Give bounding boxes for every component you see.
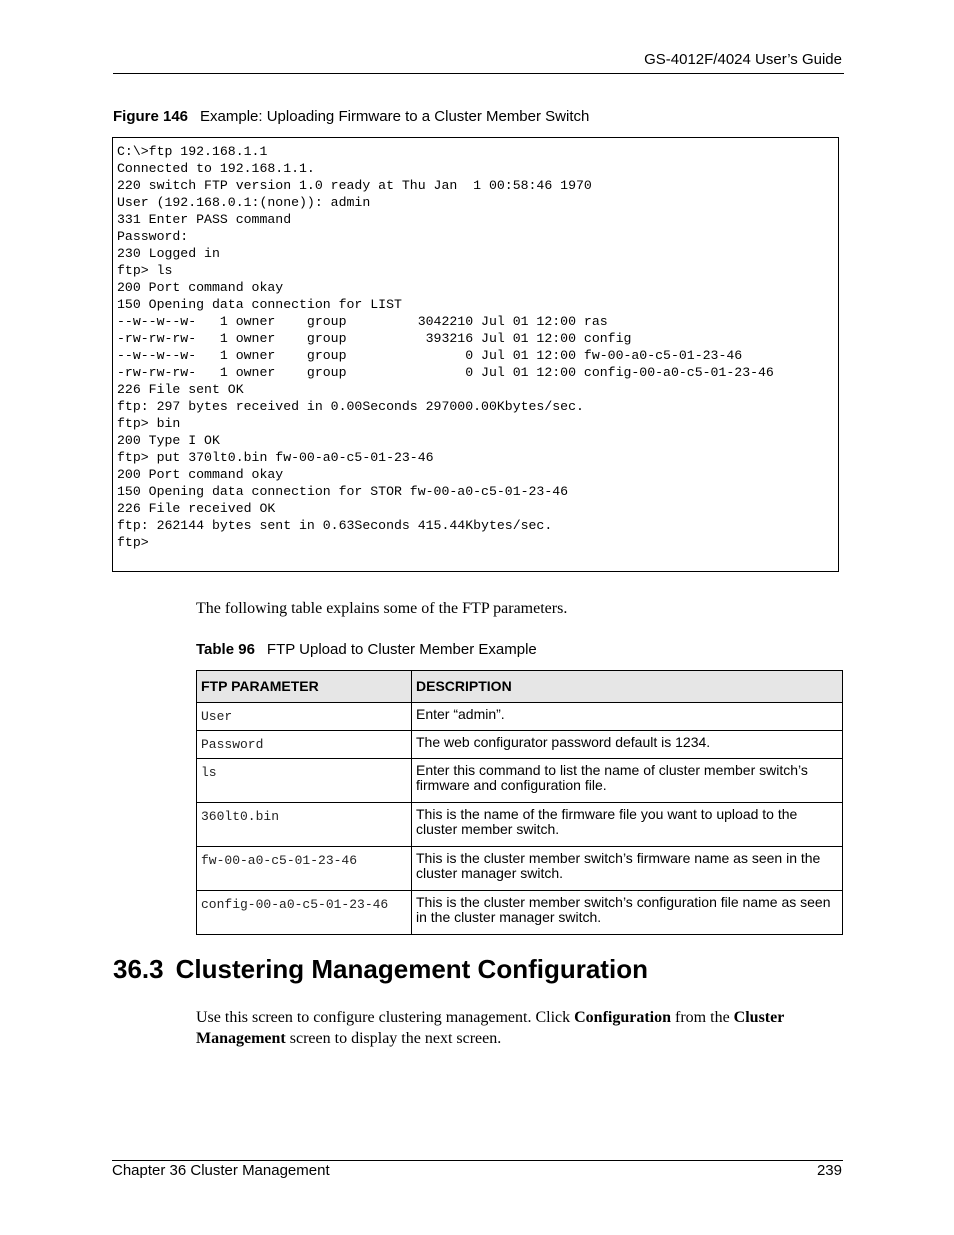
table-title: FTP Upload to Cluster Member Example xyxy=(266,641,537,658)
code-line: ftp> put 370lt0.bin fw-00-a0-c5-01-23-46 xyxy=(117,450,434,465)
code-line: --w--w--w- 1 owner group 3042210 Jul 01 12:00 ras xyxy=(117,314,608,329)
code-line: 331 Enter PASS command xyxy=(117,212,292,227)
figure-title: Example: Uploading Firmware to a Cluster Member Switch xyxy=(200,108,590,125)
code-line: 150 Opening data connection for LIST xyxy=(117,297,402,312)
code-line: 200 Port command okay xyxy=(117,280,284,295)
param-cell: Password xyxy=(197,731,412,759)
figure-caption xyxy=(113,108,589,125)
ftp-session-code-box xyxy=(112,137,839,572)
figure-label: Figure 146 xyxy=(113,108,189,125)
section-title: Clustering Management Configuration xyxy=(175,954,648,984)
desc-cell: This is the cluster member switch’s configuration file name as seen in the cluster manager switch. xyxy=(412,891,843,935)
desc-cell: Enter “admin”. xyxy=(412,703,843,731)
para-text: from the xyxy=(671,1009,734,1026)
code-line: --w--w--w- 1 owner group 0 Jul 01 12:00 fw-00-a0-c5-01-23-46 xyxy=(117,348,743,363)
code-line: 230 Logged in xyxy=(117,246,220,261)
footer-page-number: 239 xyxy=(816,1162,842,1179)
table-caption xyxy=(196,641,537,658)
table-row xyxy=(197,803,843,847)
desc-cell: The web configurator password default is 1234. xyxy=(412,731,843,759)
code-line: ftp> ls xyxy=(117,263,173,278)
code-line: 200 Type I OK xyxy=(117,433,220,448)
code-line: ftp> bin xyxy=(117,416,181,431)
code-line: 150 Opening data connection for STOR fw-00-a0-c5-01-23-46 xyxy=(117,484,569,499)
desc-cell: This is the name of the firmware file you want to upload to the cluster member switch. xyxy=(412,803,843,847)
ftp-parameters-table xyxy=(196,670,843,935)
para-bold-cluster-management: Cluster Management xyxy=(196,1009,785,1047)
code-line: 200 Port command okay xyxy=(117,467,284,482)
param-cell: ls xyxy=(197,759,412,803)
desc-cell: Enter this command to list the name of cluster member switch’s firmware and configuration file. xyxy=(412,759,843,803)
code-line: C:\>ftp 192.168.1.1 xyxy=(117,144,268,159)
intro-text: The following table explains some of the FTP parameters. xyxy=(196,600,568,617)
code-line: User (192.168.0.1:(none)): admin xyxy=(117,195,371,210)
section-number: 36.3 xyxy=(113,954,164,984)
code-line: 226 File received OK xyxy=(117,501,276,516)
code-line: -rw-rw-rw- 1 owner group 0 Jul 01 12:00 config-00-a0-c5-01-23-46 xyxy=(117,365,774,380)
param-cell: 360lt0.bin xyxy=(197,803,412,847)
footer-chapter: Chapter 36 Cluster Management xyxy=(112,1162,330,1179)
code-line: ftp> xyxy=(117,535,149,550)
table-row xyxy=(197,703,843,731)
column-header-description: DESCRIPTION xyxy=(412,671,843,703)
section-heading xyxy=(113,954,648,985)
code-line: Connected to 192.168.1.1. xyxy=(117,161,315,176)
footer-rule xyxy=(112,1160,843,1161)
guide-title: GS-4012F/4024 User’s Guide xyxy=(644,51,842,68)
table-label: Table 96 xyxy=(196,641,255,658)
code-line: -rw-rw-rw- 1 owner group 393216 Jul 01 12:00 config xyxy=(117,331,632,346)
ftp-session-code xyxy=(117,143,834,551)
column-header-parameter: FTP PARAMETER xyxy=(197,671,412,703)
table-row xyxy=(197,759,843,803)
header-rule xyxy=(113,73,844,74)
param-cell: config-00-a0-c5-01-23-46 xyxy=(197,891,412,935)
table-row xyxy=(197,891,843,935)
para-text: Use this screen to configure clustering management. Click xyxy=(196,1009,575,1026)
table-row xyxy=(197,731,843,759)
param-cell: fw-00-a0-c5-01-23-46 xyxy=(197,847,412,891)
param-cell: User xyxy=(197,703,412,731)
table-header-row xyxy=(197,671,843,703)
section-paragraph xyxy=(196,1007,842,1049)
code-line: 226 File sent OK xyxy=(117,382,244,397)
code-line: 220 switch FTP version 1.0 ready at Thu Jan 1 00:58:46 1970 xyxy=(117,178,592,193)
code-line: ftp: 297 bytes received in 0.00Seconds 297000.00Kbytes/sec. xyxy=(117,399,584,414)
desc-cell: This is the cluster member switch’s firmware name as seen in the cluster manager switch. xyxy=(412,847,843,891)
table-row xyxy=(197,847,843,891)
code-line: ftp: 262144 bytes sent in 0.63Seconds 415.44Kbytes/sec. xyxy=(117,518,553,533)
para-text: screen to display the next screen. xyxy=(285,1030,502,1047)
para-bold-configuration: Configuration xyxy=(574,1009,672,1026)
code-line: Password: xyxy=(117,229,189,244)
